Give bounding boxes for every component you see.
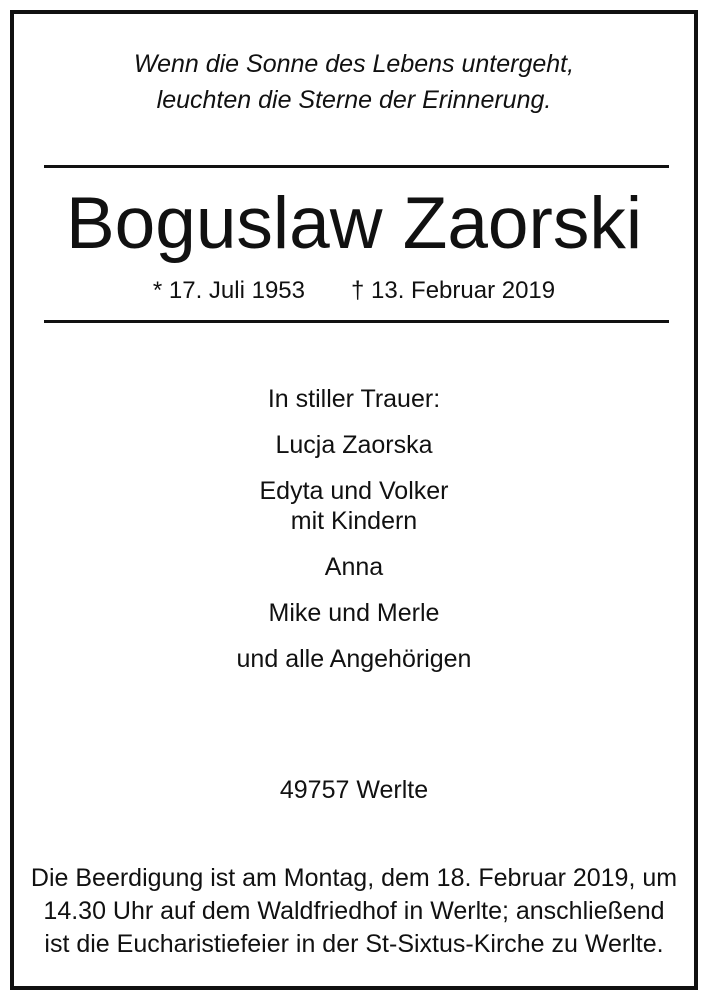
mourner-2-line-2: mit Kindern [290,507,418,535]
divider-top [44,165,669,168]
mourner-4: Mike und Merle [268,599,440,627]
life-dates [14,276,694,306]
place-location: 49757 Werlte [279,776,429,804]
motto-line-1: Wenn die Sonne des Lebens untergeht, [133,50,575,78]
funeral-line-2: 14.30 Uhr auf dem Waldfriedhof in Werlte; anschließend [43,897,665,925]
divider-bottom [44,320,669,323]
funeral-notice [14,862,694,961]
mourner-2-line-1: Edyta und Volker [259,477,449,505]
mourners-list [14,384,694,690]
birth-date: * 17. Juli 1953 [152,277,305,304]
mourners-intro: In stiller Trauer: [267,385,441,413]
obituary-frame [10,10,698,990]
funeral-line-1: Die Beerdigung ist am Montag, dem 18. Februar 2019, um [30,864,678,892]
death-date: † 13. Februar 2019 [350,277,556,304]
motto-line-2: leuchten die Sterne der Erinnerung. [156,86,552,114]
mourner-1: Lucja Zaorska [275,431,433,459]
mourner-2 [14,476,694,536]
funeral-line-3: ist die Eucharistiefeier in der St-Sixtus-Kirche zu Werlte. [44,930,664,958]
mourner-3: Anna [324,553,384,581]
deceased-name: Boguslaw Zaorski [65,183,643,264]
mourner-5: und alle Angehörigen [236,645,472,673]
motto-quote [14,46,694,118]
